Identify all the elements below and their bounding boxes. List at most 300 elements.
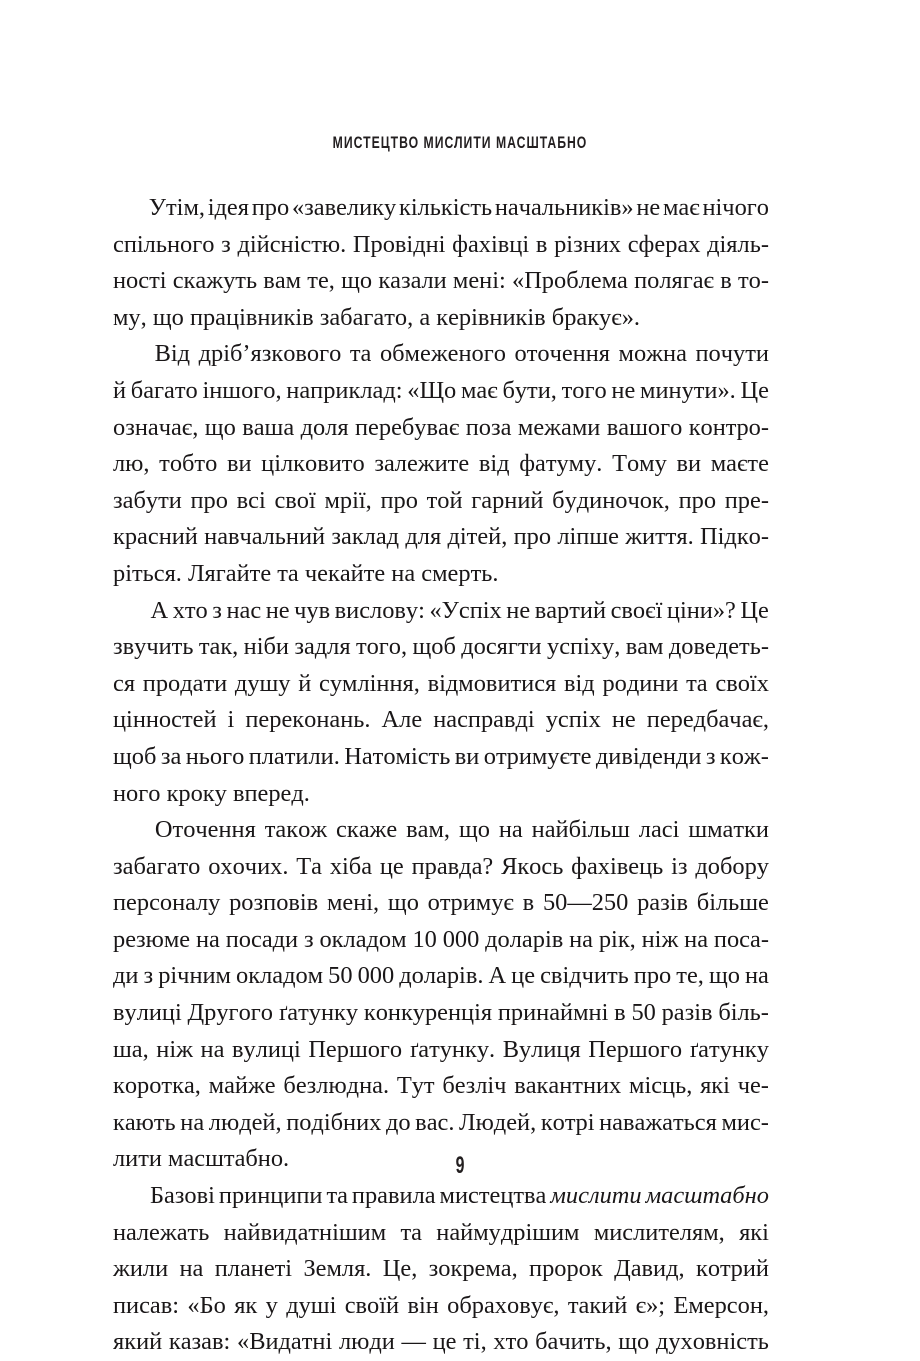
word: так, bbox=[198, 633, 239, 661]
word: масштабно bbox=[645, 1182, 769, 1210]
word: коротка, bbox=[113, 1072, 201, 1100]
word: межами bbox=[517, 413, 601, 441]
word: 50 bbox=[328, 962, 353, 990]
word: ви bbox=[676, 450, 702, 478]
word: — bbox=[401, 1328, 426, 1356]
word: хто bbox=[493, 1328, 529, 1356]
word: обмеженого bbox=[379, 340, 506, 368]
word: вам bbox=[625, 633, 664, 661]
word: лю, bbox=[113, 450, 150, 478]
word: казали bbox=[378, 267, 447, 295]
word: життя. bbox=[625, 523, 694, 551]
text-line bbox=[113, 556, 769, 593]
word: зокрема, bbox=[428, 1255, 518, 1283]
word: вулиці bbox=[231, 1035, 301, 1063]
word: вакантних bbox=[514, 1072, 622, 1100]
word: 50 bbox=[631, 999, 656, 1027]
word: не bbox=[611, 376, 636, 404]
word: іншого, bbox=[202, 376, 282, 404]
word: насправді bbox=[433, 706, 535, 734]
text-line bbox=[113, 263, 769, 300]
word: духовність bbox=[655, 1328, 769, 1356]
word: Давид, bbox=[614, 1255, 685, 1283]
word: котрі bbox=[540, 1108, 595, 1136]
word: також bbox=[264, 816, 328, 844]
text-line bbox=[113, 1215, 769, 1252]
paragraph-indent bbox=[113, 190, 146, 227]
word: відмовитися bbox=[427, 669, 557, 697]
word: своїх bbox=[715, 669, 769, 697]
word: Першого bbox=[308, 1035, 403, 1063]
word: Від bbox=[154, 340, 191, 368]
word: свої bbox=[274, 486, 316, 514]
paragraph bbox=[113, 812, 769, 1178]
word: почути bbox=[695, 340, 769, 368]
word: окладом bbox=[236, 962, 324, 990]
word: фахівці bbox=[452, 230, 530, 258]
word: на bbox=[179, 1255, 204, 1283]
word: доведеть- bbox=[668, 633, 769, 661]
paragraph bbox=[113, 190, 769, 336]
word: А bbox=[488, 962, 507, 990]
word: належать bbox=[113, 1218, 210, 1246]
word: люди bbox=[338, 1328, 395, 1356]
word: про bbox=[251, 194, 290, 221]
word: за bbox=[160, 742, 182, 770]
word: має bbox=[662, 194, 700, 221]
word: полягає bbox=[634, 267, 715, 295]
word: забагато, bbox=[319, 303, 414, 331]
word: скаже bbox=[336, 816, 398, 844]
word: «Успіх bbox=[429, 596, 502, 624]
word: звучить bbox=[113, 633, 194, 661]
word: разів bbox=[661, 999, 713, 1027]
word: родини bbox=[602, 669, 679, 697]
word: залежите bbox=[374, 450, 470, 478]
word: Але bbox=[381, 706, 423, 734]
word: що bbox=[152, 303, 184, 331]
text-line bbox=[113, 227, 769, 264]
word: на bbox=[569, 925, 593, 953]
word: доля bbox=[300, 413, 349, 441]
body-text bbox=[113, 190, 769, 1361]
text-line bbox=[113, 373, 769, 410]
word: посади bbox=[225, 925, 299, 953]
word: 000 bbox=[442, 925, 480, 953]
word: наймудрішим bbox=[436, 1218, 580, 1246]
paragraph-indent bbox=[113, 1178, 146, 1215]
word: в bbox=[535, 230, 548, 258]
word: керівників bbox=[436, 303, 546, 331]
text-line bbox=[113, 1178, 769, 1215]
word: та bbox=[326, 1182, 348, 1210]
word: не bbox=[506, 596, 531, 624]
text-line bbox=[113, 410, 769, 447]
word: можна bbox=[618, 340, 687, 368]
word: діяль- bbox=[707, 230, 769, 258]
word: кількість bbox=[398, 194, 493, 221]
word: про bbox=[190, 486, 228, 514]
word: безлюдна. bbox=[283, 1072, 390, 1100]
word: заклад bbox=[331, 523, 400, 551]
word: дітей, bbox=[447, 523, 508, 551]
word: доларів. bbox=[399, 962, 484, 990]
word: своїй bbox=[344, 1291, 400, 1319]
word: спільного bbox=[113, 230, 215, 258]
text-line bbox=[113, 885, 769, 922]
text-line bbox=[113, 1288, 769, 1325]
word: Це bbox=[740, 376, 769, 404]
text-line bbox=[113, 812, 769, 849]
word: добору bbox=[695, 852, 769, 880]
word: планеті bbox=[214, 1255, 293, 1283]
word: мені: bbox=[452, 267, 506, 295]
word: масштабно. bbox=[168, 1145, 290, 1173]
word: ґатунку. bbox=[409, 1035, 496, 1063]
word: лити bbox=[113, 1145, 162, 1173]
word: і bbox=[227, 706, 235, 734]
word: мислителям, bbox=[593, 1218, 725, 1246]
word: ті, bbox=[463, 1328, 487, 1356]
word: людей, bbox=[208, 1108, 282, 1136]
word: кають bbox=[113, 1108, 176, 1136]
word: передбачає, bbox=[646, 706, 769, 734]
word: принаймні bbox=[497, 999, 609, 1027]
word: успіху, bbox=[547, 633, 621, 661]
word: є»; bbox=[635, 1291, 666, 1319]
word: до bbox=[385, 1108, 411, 1136]
word: разів bbox=[637, 889, 689, 917]
word: те, bbox=[676, 962, 704, 990]
word: конкуренція bbox=[363, 999, 493, 1027]
word: «Що bbox=[407, 376, 457, 404]
word: Лягайте bbox=[188, 559, 272, 587]
word: вашого bbox=[606, 413, 683, 441]
word: наприклад: bbox=[286, 376, 403, 404]
word: ріться. bbox=[113, 559, 182, 587]
word: подібних bbox=[286, 1108, 382, 1136]
word: як bbox=[234, 1291, 258, 1319]
word: з bbox=[303, 925, 314, 953]
word: вислову: bbox=[334, 596, 425, 624]
word: Емерсон, bbox=[673, 1291, 769, 1319]
word: задля bbox=[294, 633, 351, 661]
word: бути, bbox=[502, 376, 557, 404]
word: навчальний bbox=[204, 523, 326, 551]
word: для bbox=[405, 523, 442, 551]
word: че- bbox=[737, 1072, 769, 1100]
paragraph bbox=[113, 336, 769, 592]
word: про bbox=[633, 962, 672, 990]
word: ного bbox=[113, 779, 161, 807]
word: котрий bbox=[695, 1255, 769, 1283]
word: смерть. bbox=[421, 559, 499, 587]
word: Це bbox=[740, 596, 769, 624]
word: казав: bbox=[168, 1328, 231, 1356]
word: скажуть bbox=[172, 267, 258, 295]
word: що bbox=[708, 962, 740, 990]
word: та bbox=[400, 1218, 422, 1246]
word: які bbox=[700, 1072, 730, 1100]
word: мені, bbox=[326, 889, 380, 917]
word: поса- bbox=[713, 925, 769, 953]
text-line bbox=[113, 922, 769, 959]
word: ви bbox=[226, 450, 252, 478]
word: та bbox=[277, 559, 299, 587]
word: більше bbox=[696, 889, 769, 917]
word: багато bbox=[130, 376, 198, 404]
word: нас bbox=[226, 596, 262, 624]
word: на bbox=[200, 1035, 225, 1063]
word: дріб’язкового bbox=[198, 340, 342, 368]
word: красний bbox=[113, 523, 198, 551]
word: Якось bbox=[501, 852, 564, 880]
word: не bbox=[636, 194, 661, 221]
word: безліч bbox=[442, 1072, 507, 1100]
paragraph bbox=[113, 593, 769, 813]
text-line bbox=[113, 739, 769, 776]
word: розповів bbox=[229, 889, 319, 917]
text-line bbox=[113, 519, 769, 556]
word: ніж bbox=[641, 925, 679, 953]
word: від bbox=[564, 669, 595, 697]
word: ґатунку bbox=[278, 999, 359, 1027]
word: що bbox=[204, 413, 236, 441]
word: а bbox=[419, 303, 431, 331]
word: перебуває bbox=[355, 413, 460, 441]
word: успіх bbox=[545, 706, 601, 734]
word: нічого bbox=[702, 194, 769, 221]
word: вам, bbox=[406, 816, 451, 844]
word: найвидатнішим bbox=[223, 1218, 387, 1246]
word: нього bbox=[185, 742, 245, 770]
word: щоб bbox=[412, 633, 456, 661]
word: вас. bbox=[415, 1108, 455, 1136]
word: душі bbox=[286, 1291, 337, 1319]
word: дійсністю. bbox=[237, 230, 347, 258]
word: найбільш bbox=[531, 816, 630, 844]
word: які bbox=[739, 1218, 769, 1246]
word: продати bbox=[142, 669, 228, 697]
word: ґатунку bbox=[689, 1035, 769, 1063]
text-line bbox=[113, 1251, 769, 1288]
text-line bbox=[113, 629, 769, 666]
word: забагато bbox=[113, 852, 201, 880]
word: він bbox=[407, 1291, 439, 1319]
word: в bbox=[522, 889, 535, 917]
word: ди bbox=[113, 962, 139, 990]
word: ніж bbox=[156, 1035, 193, 1063]
word: ся bbox=[113, 669, 136, 697]
word: той bbox=[426, 486, 463, 514]
text-line bbox=[113, 1324, 769, 1361]
word: на bbox=[744, 962, 769, 990]
text-line bbox=[113, 1105, 769, 1142]
word: з bbox=[221, 230, 231, 258]
word: Утім, bbox=[148, 194, 205, 221]
text-line bbox=[113, 300, 769, 337]
word: та bbox=[349, 340, 372, 368]
word: на bbox=[391, 559, 416, 587]
word: вам bbox=[263, 267, 302, 295]
word: мислити bbox=[550, 1182, 642, 1210]
word: працівників bbox=[189, 303, 314, 331]
word: чекайте bbox=[304, 559, 386, 587]
word: щоб bbox=[113, 742, 157, 770]
word: не bbox=[265, 596, 290, 624]
word: у bbox=[265, 1291, 278, 1319]
word: «завелику bbox=[291, 194, 397, 221]
word: це bbox=[511, 962, 536, 990]
word: му, bbox=[113, 303, 147, 331]
word: принципи bbox=[218, 1182, 323, 1210]
text-line bbox=[113, 849, 769, 886]
word: правила bbox=[351, 1182, 436, 1210]
word: гарний bbox=[471, 486, 544, 514]
word: фатуму. bbox=[519, 450, 603, 478]
word: Тут bbox=[396, 1072, 435, 1100]
word: сферах bbox=[627, 230, 701, 258]
word: такий bbox=[567, 1291, 628, 1319]
word: Натомість bbox=[344, 742, 451, 770]
word: про bbox=[380, 486, 418, 514]
word: маєте bbox=[710, 450, 769, 478]
word: «Проблема bbox=[512, 267, 628, 295]
word: Підко- bbox=[700, 523, 769, 551]
word: цілковито bbox=[261, 450, 365, 478]
word: та bbox=[686, 669, 708, 697]
word: 10 bbox=[412, 925, 437, 953]
text-line bbox=[113, 446, 769, 483]
word: який bbox=[113, 1328, 163, 1356]
word: того, bbox=[355, 633, 408, 661]
word: окладом bbox=[319, 925, 407, 953]
word: про bbox=[513, 523, 552, 551]
word: із bbox=[671, 852, 688, 880]
paragraph-indent bbox=[113, 593, 146, 630]
word: Базові bbox=[149, 1182, 215, 1210]
word: то- bbox=[738, 267, 769, 295]
word: означає, bbox=[113, 413, 199, 441]
word: правда? bbox=[411, 852, 494, 880]
word: чув bbox=[294, 596, 331, 624]
word: персоналу bbox=[113, 889, 221, 917]
word: жили bbox=[113, 1255, 169, 1283]
word: на bbox=[196, 925, 220, 953]
word: всі bbox=[236, 486, 266, 514]
word: минути». bbox=[640, 376, 736, 404]
word: ша, bbox=[113, 1035, 149, 1063]
word: ваша bbox=[242, 413, 295, 441]
word: з bbox=[705, 742, 716, 770]
word: отримуєте bbox=[483, 742, 592, 770]
word: того bbox=[561, 376, 607, 404]
word: бачить, bbox=[535, 1328, 612, 1356]
word: платили. bbox=[248, 742, 340, 770]
word: річним bbox=[158, 962, 231, 990]
word: забути bbox=[113, 486, 182, 514]
word: Та bbox=[296, 852, 322, 880]
word: мистецтва bbox=[439, 1182, 547, 1210]
word: ності bbox=[113, 267, 167, 295]
word: що bbox=[618, 1328, 650, 1356]
word: «Бо bbox=[187, 1291, 226, 1319]
text-line bbox=[113, 702, 769, 739]
word: пре- bbox=[724, 486, 769, 514]
word: на bbox=[684, 925, 709, 953]
word: це bbox=[379, 852, 404, 880]
word: Тому bbox=[612, 450, 667, 478]
word: А bbox=[150, 596, 169, 624]
word: душу bbox=[234, 669, 291, 697]
word: 50—250 bbox=[542, 889, 629, 917]
text-line bbox=[113, 958, 769, 995]
word: на bbox=[498, 816, 523, 844]
word: й bbox=[298, 669, 312, 697]
word: своєї bbox=[610, 596, 663, 624]
word: вулиці bbox=[113, 999, 182, 1027]
word: хто bbox=[172, 596, 208, 624]
word: переконань. bbox=[245, 706, 371, 734]
word: Першого bbox=[588, 1035, 683, 1063]
word: наважаться bbox=[599, 1108, 717, 1136]
word: мрії, bbox=[324, 486, 372, 514]
running-head: МИСТЕЦТВО МИСЛИТИ МАСШТАБНО bbox=[332, 134, 588, 152]
word: в bbox=[720, 267, 732, 295]
word: з bbox=[212, 596, 222, 624]
text-line bbox=[113, 190, 769, 227]
word: доларів bbox=[485, 925, 564, 953]
word: що bbox=[387, 889, 419, 917]
word: «Видатні bbox=[237, 1328, 333, 1356]
paragraph bbox=[113, 1178, 769, 1361]
word: має bbox=[460, 376, 498, 404]
word: кож- bbox=[719, 742, 769, 770]
word: вперед. bbox=[232, 779, 310, 807]
word: ви bbox=[454, 742, 480, 770]
page-number: 9 bbox=[455, 1152, 465, 1179]
word: ліпше bbox=[557, 523, 619, 551]
word: те, bbox=[307, 267, 335, 295]
paragraph-indent bbox=[113, 336, 146, 373]
word: й bbox=[113, 376, 127, 404]
word: оточення bbox=[514, 340, 610, 368]
word: вартий bbox=[534, 596, 607, 624]
word: 000 bbox=[357, 962, 395, 990]
word: ніби bbox=[243, 633, 289, 661]
word: Провідні bbox=[352, 230, 446, 258]
word: не bbox=[611, 706, 636, 734]
text-line bbox=[113, 1032, 769, 1069]
text-line bbox=[113, 336, 769, 373]
word: сумління, bbox=[319, 669, 420, 697]
word: різних bbox=[554, 230, 622, 258]
word: місць, bbox=[629, 1072, 693, 1100]
word: майже bbox=[208, 1072, 276, 1100]
word: начальників» bbox=[494, 194, 634, 221]
word: резюме bbox=[113, 925, 191, 953]
word: фахівець bbox=[571, 852, 664, 880]
word: що bbox=[458, 816, 490, 844]
word: бракує». bbox=[551, 303, 641, 331]
word: охочих. bbox=[208, 852, 289, 880]
word: це bbox=[432, 1328, 457, 1356]
word: на bbox=[180, 1108, 205, 1136]
word: кроку bbox=[166, 779, 227, 807]
text-line bbox=[113, 1068, 769, 1105]
word: ласі bbox=[638, 816, 680, 844]
word: Вулиця bbox=[502, 1035, 581, 1063]
